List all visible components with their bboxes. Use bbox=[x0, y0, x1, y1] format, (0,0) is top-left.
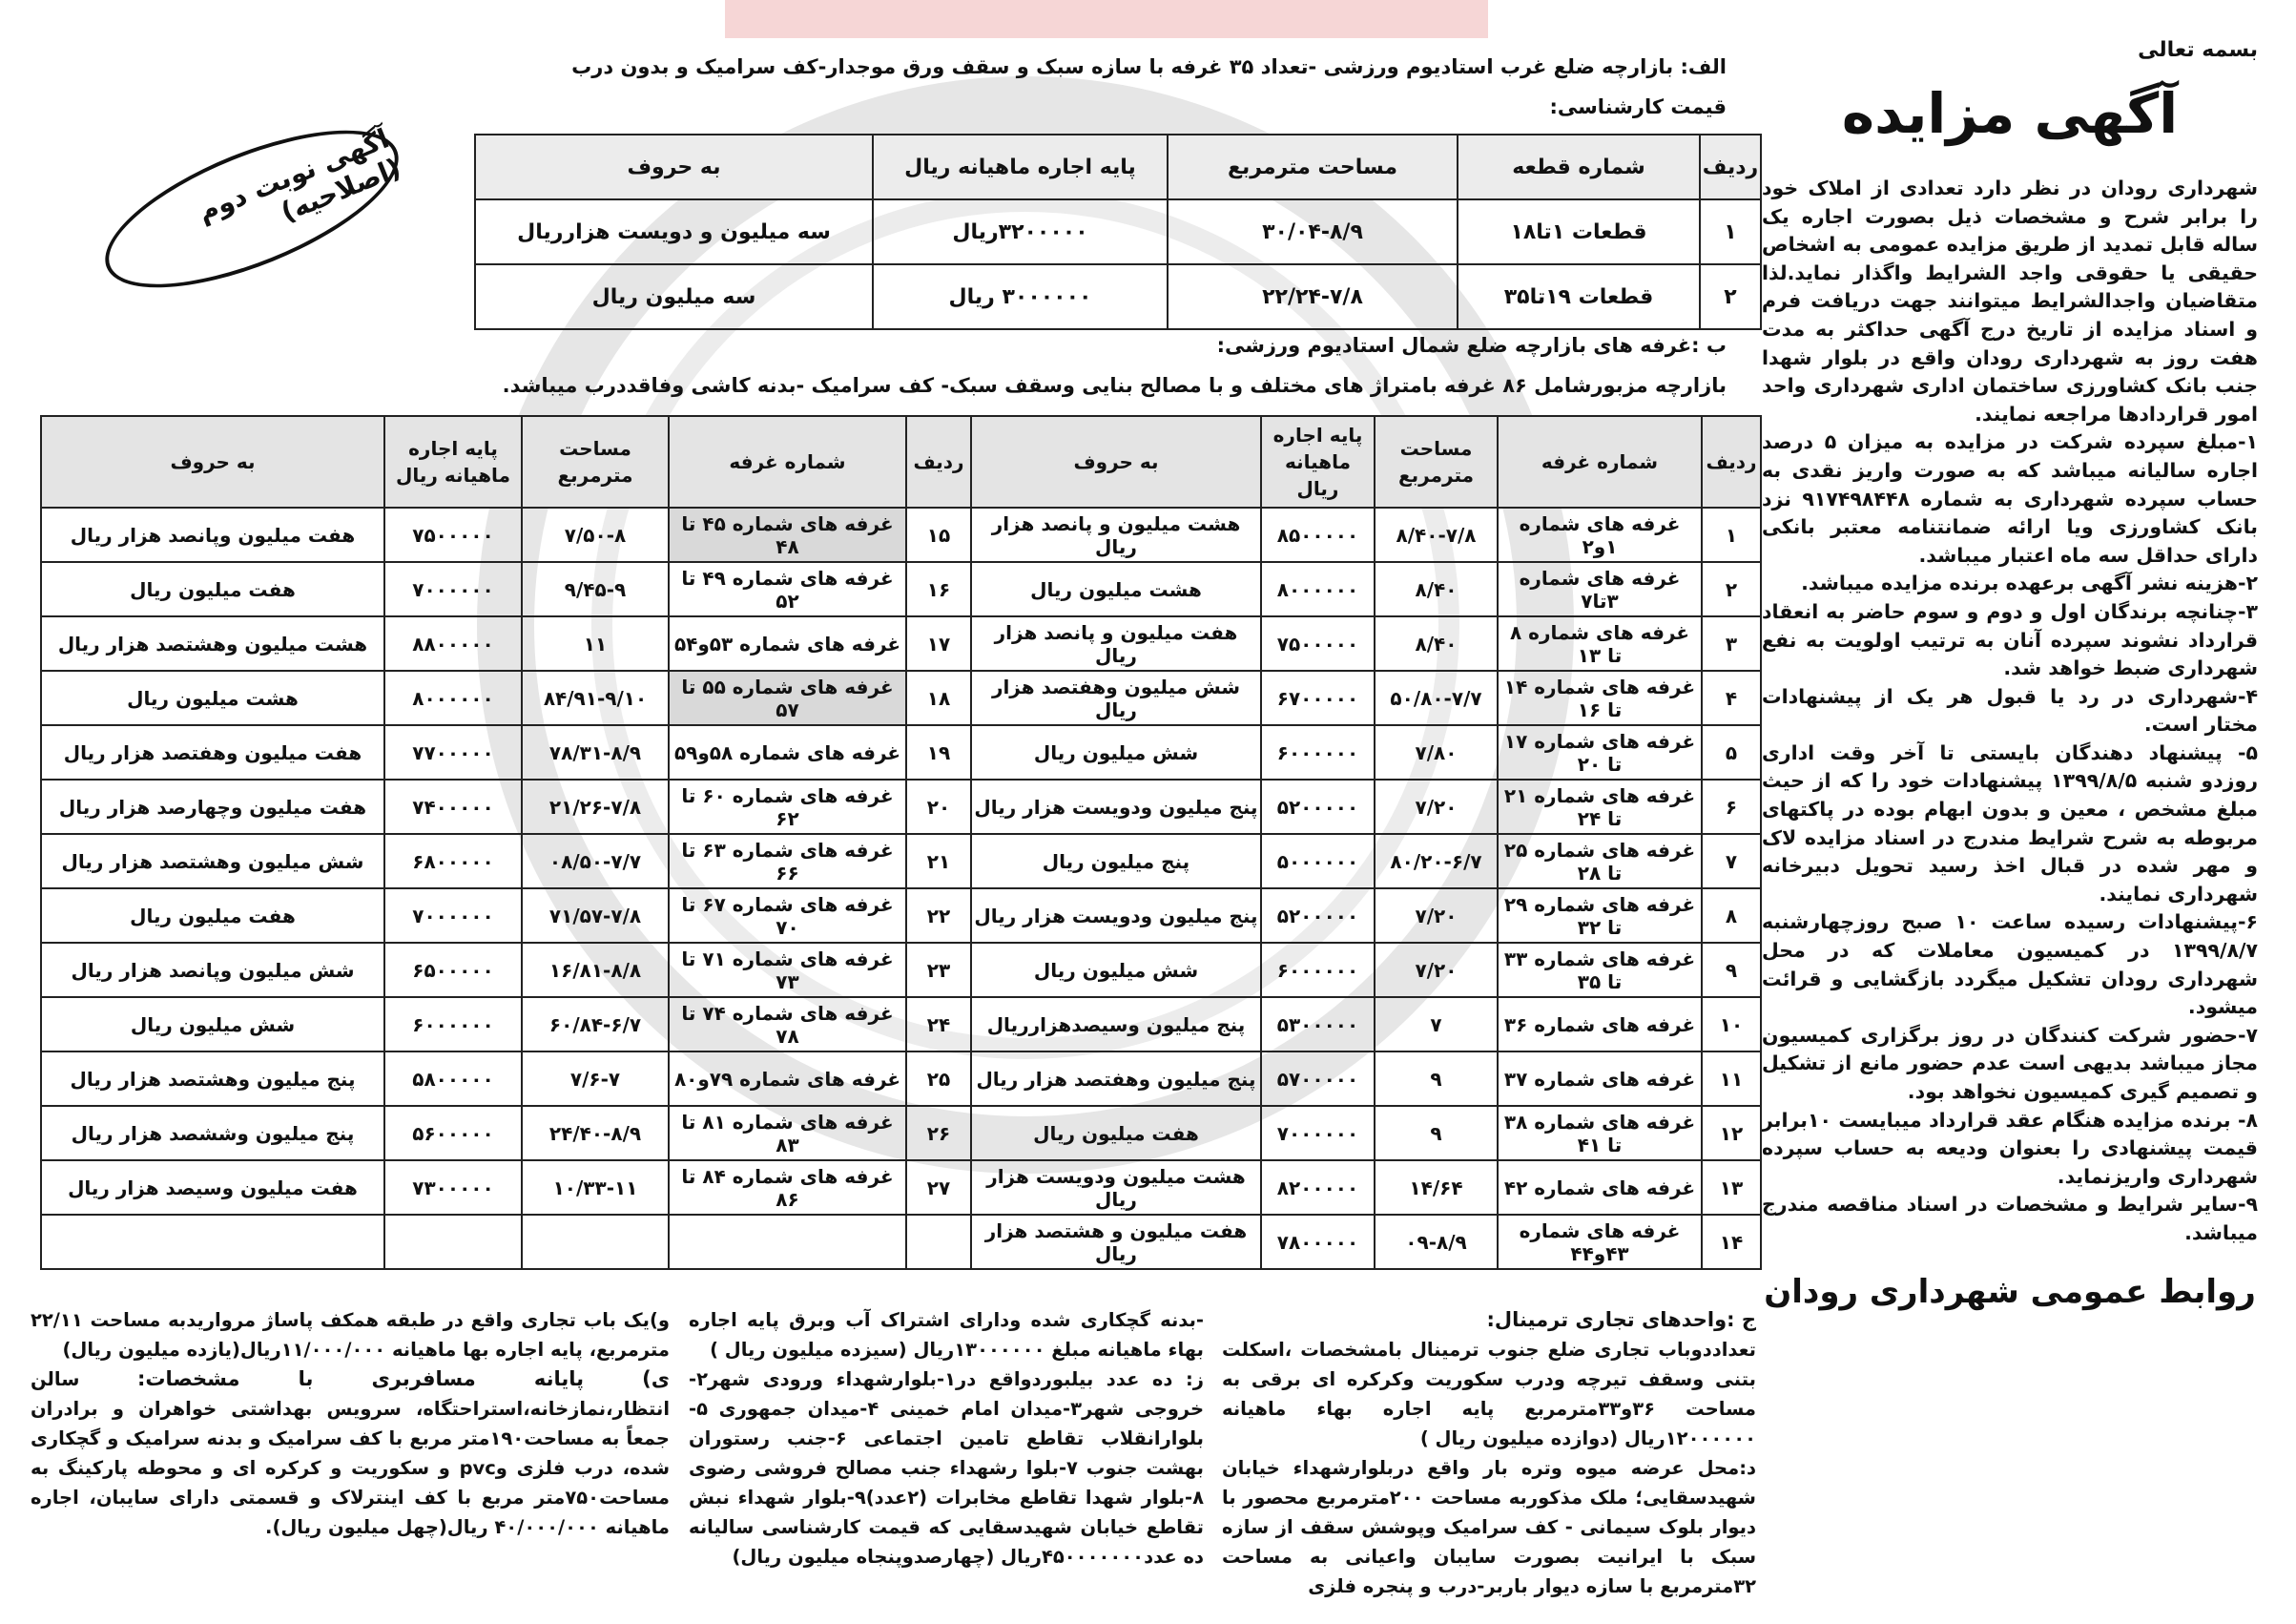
table-cell: ۱۰ bbox=[1702, 997, 1761, 1051]
table-cell: ۱۶ bbox=[906, 562, 971, 616]
table-cell: ۸۰/۲۰-۶/۷ bbox=[1375, 834, 1498, 888]
section-j-text: تعداددوباب تجاری ضلع جنوب ترمینال بامشخصات ،اسکلت بتنی وسقف تیرچه ودرب سکوریت وکرکره ای برقی به مساحت ۳۶و۳۳مترمربع پایه اجاره بهاء ماهیانه ۱۲۰۰۰۰۰۰ریال (دوازده میلیون ریال ) bbox=[1222, 1339, 1756, 1449]
condition-2: ۲-هزینه نشر آگهی برعهده برنده مزایده میباشد. bbox=[1801, 572, 2258, 595]
table-cell: ۰۹-۸/۹ bbox=[1375, 1215, 1498, 1269]
table-row bbox=[475, 264, 1761, 329]
table-cell: ۳۲۰۰۰۰۰ریال bbox=[873, 199, 1168, 264]
table-cell: ۱۲ bbox=[1702, 1106, 1761, 1160]
condition-4: ۴-شهرداری در رد یا قبول هر یک از پیشنهادات مختار است. bbox=[1762, 684, 2258, 737]
second-notice-stamp: آگهی نوبت دوم (اصلاحیه) bbox=[86, 98, 418, 320]
intro-text: شهرداری رودان در نظر دارد تعدادی از املاک خود را برابر شرح و مشخصات ذیل بصورت اجاره یک ساله قابل تمدید از طریق مزایده عمومی به اشخاص حقیقی یا حقوقی واجد الشرایط واگذار نماید.لذا متقاضیان واجدالشرایط میتوانند جهت دریافت فرم و اسناد مزایده از تاریخ درج آگهی حداکثر به مدت هفت روز به شهرداری رودان واقع در بلوار شهدا جنب بانک کشاورزی ساختمان اداری شهرداری واحد امور قراردادها مراجعه نمایند. bbox=[1762, 177, 2258, 426]
col-header: ردیف bbox=[906, 416, 971, 508]
table-cell bbox=[669, 1215, 906, 1269]
table-cell: ۶۰۰۰۰۰۰ bbox=[1261, 943, 1375, 997]
section-d-text: د:محل عرضه میوه وتره بار واقع دربلوارشهداء خیابان شهیدسقایی؛ ملک مذکوربه مساحت ۲۰۰مترمربع محصور با دیوار بلوک سیمانی - کف سرامیک وپوشش سقف از سازه سبک با ایرانیت بصورت سایبان واعیانی به مساحت ۳۲مترمربع با سازه دیوار باربر-درب و پنجره فلزی bbox=[1222, 1457, 1756, 1597]
table-cell: پنج میلیون ودویست هزار ریال bbox=[971, 780, 1261, 834]
table-cell: سه میلیون ریال bbox=[475, 264, 873, 329]
col-header: مساحت مترمربع bbox=[1375, 416, 1498, 508]
table-cell: ۸/۴۰ bbox=[1375, 562, 1498, 616]
table-cell: غرفه های شماره ۳تا۷ bbox=[1498, 562, 1702, 616]
table-cell: غرفه های شماره ۶۷ تا ۷۰ bbox=[669, 888, 906, 943]
table-cell: پنج میلیون وهفتصد هزار ریال bbox=[971, 1051, 1261, 1106]
table-cell: هشت میلیون ودویست هزار ریال bbox=[971, 1160, 1261, 1215]
table-cell: ۱ bbox=[1702, 508, 1761, 562]
table-cell: ۹ bbox=[1375, 1106, 1498, 1160]
section-w-text: و)یک باب تجاری واقع در طبقه همکف پاساژ مرواریدبه مساحت ۲۲/۱۱ مترمربع، پایه اجاره بها ماهیانه ۱۱/۰۰۰/۰۰۰ریال(یازده میلیون ریال) bbox=[31, 1309, 670, 1361]
table-row bbox=[41, 562, 1761, 616]
table-cell: ۸۰۰۰۰۰۰ bbox=[1261, 562, 1375, 616]
table-cell: غرفه های شماره ۶۳ تا ۶۶ bbox=[669, 834, 906, 888]
table-cell: ۱۸ bbox=[906, 671, 971, 725]
table-cell: ۱۴/۶۴ bbox=[1375, 1160, 1498, 1215]
section-a-table bbox=[474, 134, 1762, 330]
table-cell: غرفه های شماره ۱۷ تا ۲۰ bbox=[1498, 725, 1702, 780]
table-cell: ۶۰۰۰۰۰۰ bbox=[384, 997, 522, 1051]
table-cell: ۸۸۰۰۰۰۰ bbox=[384, 616, 522, 671]
col-header: به حروف bbox=[41, 416, 384, 508]
table-cell: ۲۴/۴۰-۸/۹ bbox=[522, 1106, 669, 1160]
table-cell: ۹/۴۵-۹ bbox=[522, 562, 669, 616]
table-cell: هفت میلیون ریال bbox=[971, 1106, 1261, 1160]
table-cell: ۱۷ bbox=[906, 616, 971, 671]
table-cell: پنج میلیون وهشتصد هزار ریال bbox=[41, 1051, 384, 1106]
section-b-subtitle: بازارچه مزبورشامل ۸۶ غرفه بامتراژ های مختلف و با مصالح بنایی وسقف سبک- کف سرامیک -بدنه کاشی وفاقددرب میباشد. bbox=[502, 374, 1727, 397]
table-cell: شش میلیون ریال bbox=[971, 943, 1261, 997]
table-cell: ۶۰/۸۴-۶/۷ bbox=[522, 997, 669, 1051]
table-cell: ۱ bbox=[1700, 199, 1761, 264]
table-cell bbox=[522, 1215, 669, 1269]
table-cell: غرفه های شماره ۴۳و۴۴ bbox=[1498, 1215, 1702, 1269]
table-cell: غرفه های شماره ۲۹ تا ۳۲ bbox=[1498, 888, 1702, 943]
table-row bbox=[41, 1215, 1761, 1269]
table-cell: ۷ bbox=[1702, 834, 1761, 888]
col-header: پایه اجاره ماهیانه ریال bbox=[384, 416, 522, 508]
table-cell: شش میلیون وهشتصد هزار ریال bbox=[41, 834, 384, 888]
table-cell: ۵۰۰۰۰۰۰ bbox=[1261, 834, 1375, 888]
table-cell: پنج میلیون وششصد هزار ریال bbox=[41, 1106, 384, 1160]
table-cell: ۷۱/۵۷-۷/۸ bbox=[522, 888, 669, 943]
table-cell: ۱۴ bbox=[1702, 1215, 1761, 1269]
condition-1: ۱-مبلغ سپرده شرکت در مزایده به میزان ۵ درصد اجاره سالیانه میباشد که به صورت واریز نقدی به حساب سپرده شهرداری به شماره ۹۱۷۴۹۸۴۴۸ نزد بانک کشاورزی ویا ارائه ضمانتنامه معتبر بانکی دارای حداقل سه ماه اعتبار میباشد. bbox=[1762, 430, 2258, 567]
section-j bbox=[1222, 1305, 1756, 1601]
table-row bbox=[41, 508, 1761, 562]
col-header: به حروف bbox=[475, 135, 873, 199]
table-cell: قطعات ۱۹تا۳۵ bbox=[1458, 264, 1700, 329]
section-z bbox=[689, 1305, 1204, 1572]
condition-6: ۶-پیشنهادات رسیده ساعت ۱۰ صبح روزچهارشنبه ۱۳۹۹/۸/۷ در کمیسیون معاملات که در محل شهرداری رودان تشکیل میگردد بازگشایی و قرائت میشود. bbox=[1762, 910, 2258, 1019]
table-cell bbox=[384, 1215, 522, 1269]
table-row bbox=[41, 888, 1761, 943]
table-cell: ۱۱ bbox=[522, 616, 669, 671]
table-cell: ۲۴ bbox=[906, 997, 971, 1051]
table-cell bbox=[41, 1215, 384, 1269]
table-cell: غرفه های شماره ۸۴ تا ۸۶ bbox=[669, 1160, 906, 1215]
table-row bbox=[41, 780, 1761, 834]
table-cell: ۹ bbox=[1375, 1051, 1498, 1106]
table-cell: هفت میلیون ریال bbox=[41, 562, 384, 616]
col-header: ردیف bbox=[1702, 416, 1761, 508]
table-row bbox=[475, 199, 1761, 264]
table-cell: غرفه های شماره ۴۲ bbox=[1498, 1160, 1702, 1215]
condition-3: ۳-چنانچه برندگان اول و دوم و سوم حاضر به انعقاد قرارداد نشوند سپرده آنان به ترتیب اولویت به نفع شهرداری ضبط خواهد شد. bbox=[1762, 599, 2258, 680]
table-row bbox=[41, 616, 1761, 671]
table-cell: ۳۰۰۰۰۰۰ ریال bbox=[873, 264, 1168, 329]
table-cell: ۱۰/۳۳-۱۱ bbox=[522, 1160, 669, 1215]
condition-5: ۵- پیشنهاد دهندگان بایستی تا آخر وقت اداری روزدو شنبه ۱۳۹۹/۸/۵ پیشنهادات خود را که از حیث مبلغ مشخص ، معین و بدون ابهام بوده در پاکتهای مربوطه به شرح شرایط مندرج در اسناد مزایده لاک و مهر شده در قبال اخذ رسید تحویل دبیرخانه شهرداری نمایند. bbox=[1762, 740, 2258, 906]
table-cell: ۷۵۰۰۰۰۰ bbox=[384, 508, 522, 562]
table-cell: ۸۵۰۰۰۰۰ bbox=[1261, 508, 1375, 562]
table-cell: غرفه های شماره ۸۱ تا ۸۳ bbox=[669, 1106, 906, 1160]
table-cell: ۶ bbox=[1702, 780, 1761, 834]
bismillah: بسمه تعالی bbox=[2138, 38, 2258, 62]
table-cell: غرفه های شماره ۸ تا ۱۳ bbox=[1498, 616, 1702, 671]
col-header: به حروف bbox=[971, 416, 1261, 508]
table-cell: غرفه های شماره ۵۸و۵۹ bbox=[669, 725, 906, 780]
table-cell: ۵۶۰۰۰۰۰ bbox=[384, 1106, 522, 1160]
table-cell: ۵۲۰۰۰۰۰ bbox=[1261, 780, 1375, 834]
table-cell: ۷۰۰۰۰۰۰ bbox=[1261, 1106, 1375, 1160]
table-cell: ۵۲۰۰۰۰۰ bbox=[1261, 888, 1375, 943]
table-cell: غرفه های شماره ۴۵ تا ۴۸ bbox=[669, 508, 906, 562]
table-cell: ۷/۲۰ bbox=[1375, 780, 1498, 834]
table-cell: ۵۸۰۰۰۰۰ bbox=[384, 1051, 522, 1106]
table-cell: هفت میلیون و پانصد هزار ریال bbox=[971, 616, 1261, 671]
table-cell: ۷۰۰۰۰۰۰ bbox=[384, 888, 522, 943]
table-cell: ۰۸/۵۰-۷/۷ bbox=[522, 834, 669, 888]
condition-8: ۸- برنده مزایده هنگام عقد قرارداد میبایست ۱۰برابر قیمت پیشنهادی را بعنوان ودیعه به حساب سپرده شهرداری واریزنماید. bbox=[1762, 1108, 2258, 1188]
table-cell: ۱۱ bbox=[1702, 1051, 1761, 1106]
table-cell: غرفه های شماره ۳۶ bbox=[1498, 997, 1702, 1051]
table-cell: ۱۹ bbox=[906, 725, 971, 780]
table-cell: ۷/۵۰-۸ bbox=[522, 508, 669, 562]
condition-7: ۷-حضور شرکت کنندگان در روز برگزاری کمیسیون مجاز میباشد بدیهی است عدم حضور مانع از تشکیل و تصمیم گیری کمیسیون نخواهد بود. bbox=[1762, 1023, 2258, 1103]
table-cell: ۲۱ bbox=[906, 834, 971, 888]
announcement-column bbox=[1762, 38, 2258, 1311]
signature: روابط عمومی شهرداری رودان bbox=[1764, 1272, 2256, 1311]
table-cell: غرفه های شماره ۱و۲ bbox=[1498, 508, 1702, 562]
table-cell: غرفه های شماره ۵۳و۵۴ bbox=[669, 616, 906, 671]
table-cell: هفت میلیون وچهارصد هزار ریال bbox=[41, 780, 384, 834]
col-header: مساحت مترمربع bbox=[522, 416, 669, 508]
table-cell: سه میلیون و دویست هزارریال bbox=[475, 199, 873, 264]
table-cell: ۵۰/۸۰-۷/۷ bbox=[1375, 671, 1498, 725]
section-a-subtitle: قیمت کارشناسی: bbox=[1549, 95, 1727, 118]
col-header: شماره غرفه bbox=[1498, 416, 1702, 508]
col-header: پایه اجاره ماهیانه ریال bbox=[1261, 416, 1375, 508]
table-cell: ۷/۲۰ bbox=[1375, 888, 1498, 943]
col-header: پایه اجاره ماهیانه ریال bbox=[873, 135, 1168, 199]
table-cell: ۲۱/۲۶-۷/۸ bbox=[522, 780, 669, 834]
table-cell: ۵۳۰۰۰۰۰ bbox=[1261, 997, 1375, 1051]
table-cell: ۷۳۰۰۰۰۰ bbox=[384, 1160, 522, 1215]
section-b-table bbox=[40, 415, 1762, 1270]
table-cell: ۷۵۰۰۰۰۰ bbox=[1261, 616, 1375, 671]
table-cell: غرفه های شماره ۳۳ تا ۳۵ bbox=[1498, 943, 1702, 997]
table-cell: ۷/۶-۷ bbox=[522, 1051, 669, 1106]
table-cell: ۷/۲۰ bbox=[1375, 943, 1498, 997]
table-cell: ۲۲/۲۴-۷/۸ bbox=[1168, 264, 1458, 329]
col-header: ردیف bbox=[1700, 135, 1761, 199]
table-cell: غرفه های شماره ۵۵ تا ۵۷ bbox=[669, 671, 906, 725]
col-header: شماره قطعه bbox=[1458, 135, 1700, 199]
table-cell: غرفه های شماره ۲۱ تا ۲۴ bbox=[1498, 780, 1702, 834]
table-cell: شش میلیون ریال bbox=[41, 997, 384, 1051]
table-cell: ۲۳ bbox=[906, 943, 971, 997]
table-cell: پنج میلیون وسیصدهزارریال bbox=[971, 997, 1261, 1051]
table-cell: ۵۷۰۰۰۰۰ bbox=[1261, 1051, 1375, 1106]
table-cell: ۷۸۰۰۰۰۰ bbox=[1261, 1215, 1375, 1269]
table-cell: ۱۶/۸۱-۸/۸ bbox=[522, 943, 669, 997]
table-cell: ۸۲۰۰۰۰۰ bbox=[1261, 1160, 1375, 1215]
table-cell: ۶۷۰۰۰۰۰ bbox=[1261, 671, 1375, 725]
section-j-title: ج :واحدهای تجاری ترمینال: bbox=[1486, 1308, 1756, 1331]
table-cell: غرفه های شماره ۴۹ تا ۵۲ bbox=[669, 562, 906, 616]
table-cell: ۷/۸۰ bbox=[1375, 725, 1498, 780]
section-y-text: سالن انتظار،نمازخانه،استراحتگاه، سرویس بهداشتی خواهران و برادران جمعاً به مساحت۱۹۰متر مربع با کف سرامیک و بدنه سرامیک و گچکاری شده، درب فلزی وpvc و سکوریت و کرکره ای و محوطه پارکینگ به مساحت۷۵۰متر مربع با کف اینترلاک و قسمتی دارای سایبان، اجاره ماهیانه ۴۰/۰۰۰/۰۰۰ ریال(چهل میلیون ریال). bbox=[31, 1368, 670, 1538]
table-cell: هفت میلیون وسیصد هزار ریال bbox=[41, 1160, 384, 1215]
condition-9: ۹-سایر شرایط و مشخصات در اسناد مناقصه مندرج میباشد. bbox=[1762, 1193, 2258, 1244]
section-z-text-1: -بدنه گچکاری شده ودارای اشتراک آب وبرق پایه اجاره بهاء ماهیانه مبلغ ۱۳۰۰۰۰۰۰ریال (سیزده میلیون ریال ) bbox=[689, 1309, 1204, 1361]
table-row bbox=[41, 1106, 1761, 1160]
table-cell: هشت میلیون ریال bbox=[971, 562, 1261, 616]
top-red-strip bbox=[725, 0, 1488, 38]
section-z-text-2: ز: ده عدد بیلبوردواقع در۱-بلوارشهداء ورودی شهر۲-خروجی شهر۳-میدان امام خمینی ۴-میدان جمهوری ۵-بلوارانقلاب تقاطع تامین اجتماعی ۶-جنب رستوران بهشت جنوب ۷-بلوا رشهداء جنب مصالح فروشی رضوی ۸-بلوار شهدا تقاطع مخابرات (۲عدد)۹-بلوار شهداء نبش تقاطع خیابان شهیدسقایی که قیمت کارشناسی سالیانه ده عدد۴۵۰۰۰۰۰۰۰ریال (چهارصدوپنجاه میلیون ریال) bbox=[689, 1368, 1205, 1568]
table-cell: غرفه های شماره ۷۹و۸۰ bbox=[669, 1051, 906, 1106]
table-cell: ۲ bbox=[1700, 264, 1761, 329]
table-cell: ۶۰۰۰۰۰۰ bbox=[1261, 725, 1375, 780]
table-cell: ۶۸۰۰۰۰۰ bbox=[384, 834, 522, 888]
table-cell: غرفه های شماره ۱۴ تا ۱۶ bbox=[1498, 671, 1702, 725]
section-y-title: ی) پایانه مسافربری با مشخصات: bbox=[136, 1367, 671, 1390]
table-cell: ۳۰/۰۴-۸/۹ bbox=[1168, 199, 1458, 264]
table-cell: هفت میلیون وپانصد هزار ریال bbox=[41, 508, 384, 562]
table-cell: شش میلیون ریال bbox=[971, 725, 1261, 780]
table-cell: هشت میلیون و پانصد هزار ریال bbox=[971, 508, 1261, 562]
table-cell: غرفه های شماره ۶۰ تا ۶۲ bbox=[669, 780, 906, 834]
table-row bbox=[41, 671, 1761, 725]
table-cell: ۳ bbox=[1702, 616, 1761, 671]
table-cell: ۹ bbox=[1702, 943, 1761, 997]
table-cell: ۲۵ bbox=[906, 1051, 971, 1106]
table-cell: ۶۵۰۰۰۰۰ bbox=[384, 943, 522, 997]
table-cell: ۷ bbox=[1375, 997, 1498, 1051]
table-cell: هفت میلیون وهفتصد هزار ریال bbox=[41, 725, 384, 780]
table-cell: هفت میلیون و هشتصد هزار ریال bbox=[971, 1215, 1261, 1269]
col-header: شماره غرفه bbox=[669, 416, 906, 508]
table-cell: ۱۳ bbox=[1702, 1160, 1761, 1215]
table-cell: غرفه های شماره ۳۷ bbox=[1498, 1051, 1702, 1106]
table-row bbox=[41, 943, 1761, 997]
table-cell: ۲ bbox=[1702, 562, 1761, 616]
section-w bbox=[31, 1305, 670, 1542]
table-cell: ۷۸/۳۱-۸/۹ bbox=[522, 725, 669, 780]
table-cell: ۲۰ bbox=[906, 780, 971, 834]
table-cell: غرفه های شماره ۷۱ تا ۷۳ bbox=[669, 943, 906, 997]
table-cell: ۷۰۰۰۰۰۰ bbox=[384, 562, 522, 616]
section-b-title: ب :غرفه های بازارچه ضلع شمال استادیوم ورزشی: bbox=[1216, 334, 1727, 357]
page-title: آگهی مزایده bbox=[1841, 81, 2179, 146]
table-cell: ۱۵ bbox=[906, 508, 971, 562]
table-cell: ۷۷۰۰۰۰۰ bbox=[384, 725, 522, 780]
table-cell: ۷۴۰۰۰۰۰ bbox=[384, 780, 522, 834]
table-cell: هشت میلیون ریال bbox=[41, 671, 384, 725]
table-cell: هفت میلیون ریال bbox=[41, 888, 384, 943]
table-cell: ۴ bbox=[1702, 671, 1761, 725]
table-row bbox=[41, 1160, 1761, 1215]
table-cell: ۸/۴۰ bbox=[1375, 616, 1498, 671]
table-cell: ۲۲ bbox=[906, 888, 971, 943]
table-cell: ۲۶ bbox=[906, 1106, 971, 1160]
table-cell: شش میلیون وپانصد هزار ریال bbox=[41, 943, 384, 997]
table-cell: غرفه های شماره ۲۵ تا ۲۸ bbox=[1498, 834, 1702, 888]
table-row bbox=[41, 725, 1761, 780]
table-cell: پنج میلیون ریال bbox=[971, 834, 1261, 888]
table-cell: ۸۴/۹۱-۹/۱۰ bbox=[522, 671, 669, 725]
section-a-title: الف: بازارچه ضلع غرب استادیوم ورزشی -تعداد ۳۵ غرفه با سازه سبک و سقف ورق موجدار-کف سرامیک و بدون درب bbox=[571, 55, 1727, 78]
table-cell: ۸ bbox=[1702, 888, 1761, 943]
table-row bbox=[41, 834, 1761, 888]
table-cell: غرفه های شماره ۷۴ تا ۷۸ bbox=[669, 997, 906, 1051]
table-cell: شش میلیون وهفتصد هزار ریال bbox=[971, 671, 1261, 725]
table-cell: هشت میلیون وهشتصد هزار ریال bbox=[41, 616, 384, 671]
table-cell bbox=[906, 1215, 971, 1269]
table-cell: ۸/۴۰-۷/۸ bbox=[1375, 508, 1498, 562]
table-row bbox=[41, 997, 1761, 1051]
table-cell: غرفه های شماره ۳۸ تا ۴۱ bbox=[1498, 1106, 1702, 1160]
table-row bbox=[41, 1051, 1761, 1106]
table-cell: ۸۰۰۰۰۰۰ bbox=[384, 671, 522, 725]
table-cell: پنج میلیون ودویست هزار ریال bbox=[971, 888, 1261, 943]
col-header: مساحت مترمربع bbox=[1168, 135, 1458, 199]
table-cell: ۲۷ bbox=[906, 1160, 971, 1215]
table-cell: قطعات ۱تا۱۸ bbox=[1458, 199, 1700, 264]
table-cell: ۵ bbox=[1702, 725, 1761, 780]
